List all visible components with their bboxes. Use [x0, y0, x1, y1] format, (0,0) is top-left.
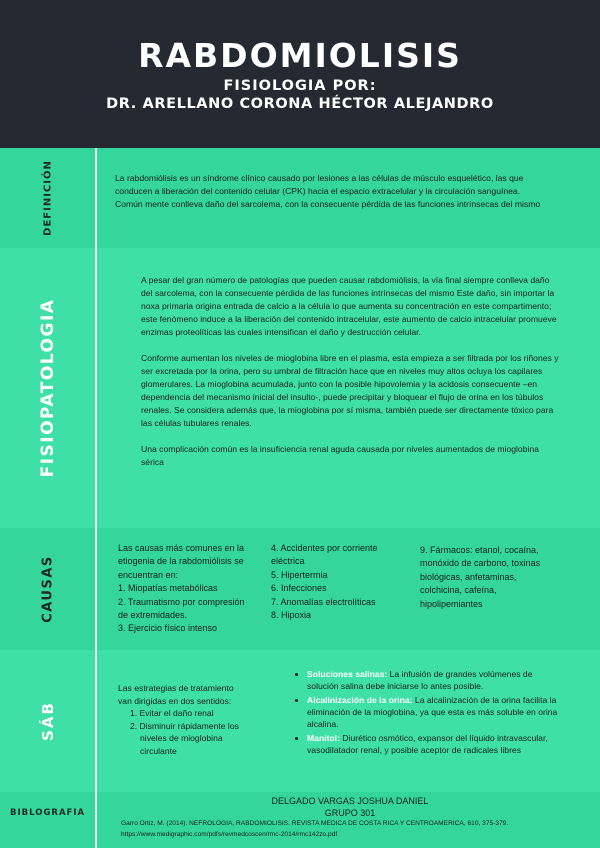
tratamiento-line: circulante [140, 745, 177, 756]
fisiopatologia-text [141, 274, 561, 469]
bullet-title: Alcalinización de la orina: [307, 695, 413, 705]
tratamiento-line: 1. Evitar el daño renal [130, 708, 214, 719]
fisiopatologia-paragraph: Conforme aumentan los niveles de mioglobina libre en el plasma, esta empieza a ser filtrada por los riñones y ser excretada por la orina, pero su umbral de filtración hace que en niveles muy altos ocluya los capilares glomerulares. La mioglobina acumulada, junto con la posible hipovolemia y la acidosis consecuente –en dependencia del mecanismo inicial del insulto-, puede precipitar y bloquear el flujo de orina en los túbulos renales. Se considera además que, la mioglobina por sí misma, también puede ser directamente tóxico para las células tubulares renales. [141, 353, 559, 428]
causas-line: 3. Ejercicio físico intenso [118, 623, 218, 634]
causas-line: 2. Traumatismo por compresión [118, 596, 245, 607]
tratamiento-bullet-list [292, 668, 564, 756]
definicion-section [0, 148, 600, 248]
fisiopatologia-paragraph: A pesar del gran número de patologías que pueden causar rabdomiólisis, la vía final siempre conlleva daño del sarcolema, con la consecuente pérdida de las funciones intrínsecas del mismo Este daño, sin importar la noxa primaria origina entrada de calcio a la célula lo que aumenta su concentración en este compartimento; este fenómeno induce a la liberación del contenido intracelular, este aumento de calcio intracelular promueve enzimas proteolíticas las cuales intensifican el daño y destrucción celular. [141, 275, 557, 337]
page-subtitle: FISIOLOGIA POR: [223, 78, 377, 94]
causas-line: de extremidades. [118, 610, 188, 621]
causas-line: etiogenia de la rabdomiólisis se [118, 556, 244, 567]
tratamiento-section [0, 650, 600, 792]
causas-line: encuentran en: [118, 569, 179, 580]
causas-line: 1. Miopatías metabólicas [118, 583, 218, 594]
definicion-text: La rabdomiólisis es un síndrome clínico causado por lesiones a las células de músculo esquelético, las que conducen a liberación del contenido celular (CPK) hacia el espacio extracelular y la circulación sanguínea. Común mente conlleva daño del sarcolema, con la consecuente pérdida de las funciones intrínsecas del mismo [115, 173, 541, 209]
tratamiento-line: Las estrategias de tratamiento [118, 683, 234, 693]
bibliografia-side [0, 792, 97, 848]
bibliografia-author: DELGADO VARGAS JOSHUA DANIEL [271, 796, 429, 806]
tratamiento-side [0, 650, 97, 792]
causas-column-2 [271, 542, 411, 622]
causas-line: biológicas, anfetaminas, [420, 571, 517, 582]
causas-section [0, 528, 600, 650]
causas-line: 6. Infecciones [271, 583, 327, 594]
bibliografia-label: BIBLOGRAFIA [10, 808, 86, 818]
causas-line: Las causas más comunes en la [118, 543, 245, 553]
bullet-text: Diurético osmótico, expansor del líquido intravascular, vasodilatador renal, y posible aceptor de radicales libres [307, 733, 548, 755]
tratamiento-bullets [292, 668, 564, 758]
bullet-text: La alcalinización de la orina facilita la eliminación de la mioglobina, ya que esta es más soluble en orina alcalina. [307, 695, 558, 729]
tratamiento-intro [118, 682, 278, 758]
bullet-title: Soluciones salinas: [307, 669, 388, 679]
fisiopatologia-paragraph: Una complicación común es la insuficiencia renal aguda causada por niveles aumentados de mioglobina sérica [141, 444, 539, 467]
page-header [0, 0, 600, 148]
list-item [307, 732, 564, 756]
bibliografia-reference: Garro Ortiz, M. (2014). NEFROLOGIA, RABDOMIOLISIS. REVISTA MEDICA DE COSTA RICA Y CENTROAMERICA, 610, 375-379. https://www.medigraphic.com/pdfs/revmedcoscen/rmc-2014/rmc142zo.pdf [121, 820, 509, 838]
bibliografia-section [0, 792, 600, 848]
causas-line: monóxido de carbono, toxinas [420, 558, 541, 569]
causas-side [0, 528, 97, 650]
fisiopatologia-section [0, 248, 600, 528]
definicion-label: DEFINICIÓN [42, 160, 53, 236]
causas-line: 5. Hipertermia [271, 569, 328, 580]
tratamiento-line: van dirigidas en dos sentidos: [118, 695, 232, 706]
bullet-title: Manitol: [307, 733, 340, 743]
tratamiento-label: SÁB [38, 701, 57, 741]
causas-line: 8. Hipoxia [271, 610, 312, 621]
causas-line: 7. Anomalías electrolíticas [271, 596, 376, 607]
fisiopatologia-side [0, 248, 97, 528]
causas-line: colchicina, cafeína, [420, 585, 497, 596]
bibliografia-group: GRUPO 301 [324, 808, 376, 818]
causas-column-1 [118, 542, 268, 636]
tratamiento-line: 2. Disminuir rápidamente los [130, 720, 239, 731]
list-item [307, 694, 564, 730]
bullet-text: La infusión de grandes volúmenes de solución salina debe iniciarse lo antes posible. [307, 669, 533, 691]
author-name: DR. ARELLANO CORONA HÉCTOR ALEJANDRO [106, 96, 494, 112]
tratamiento-line: niveles de mioglobina [140, 733, 223, 744]
definicion-side [0, 148, 97, 248]
page-title: RABDOMIOLISIS [138, 36, 462, 75]
causas-label: CAUSAS [40, 555, 55, 623]
list-item [307, 668, 564, 692]
causas-line: hipolipemiantes [420, 598, 483, 609]
fisiopatologia-label: FISIOPATOLOGIA [37, 298, 58, 478]
causas-line: 9. Fármacos: etanol, cocaína, [420, 545, 539, 555]
causas-line: eléctrica [271, 556, 305, 567]
causas-column-3 [420, 544, 590, 611]
causas-line: 4. Accidentes por corriente [271, 543, 378, 553]
